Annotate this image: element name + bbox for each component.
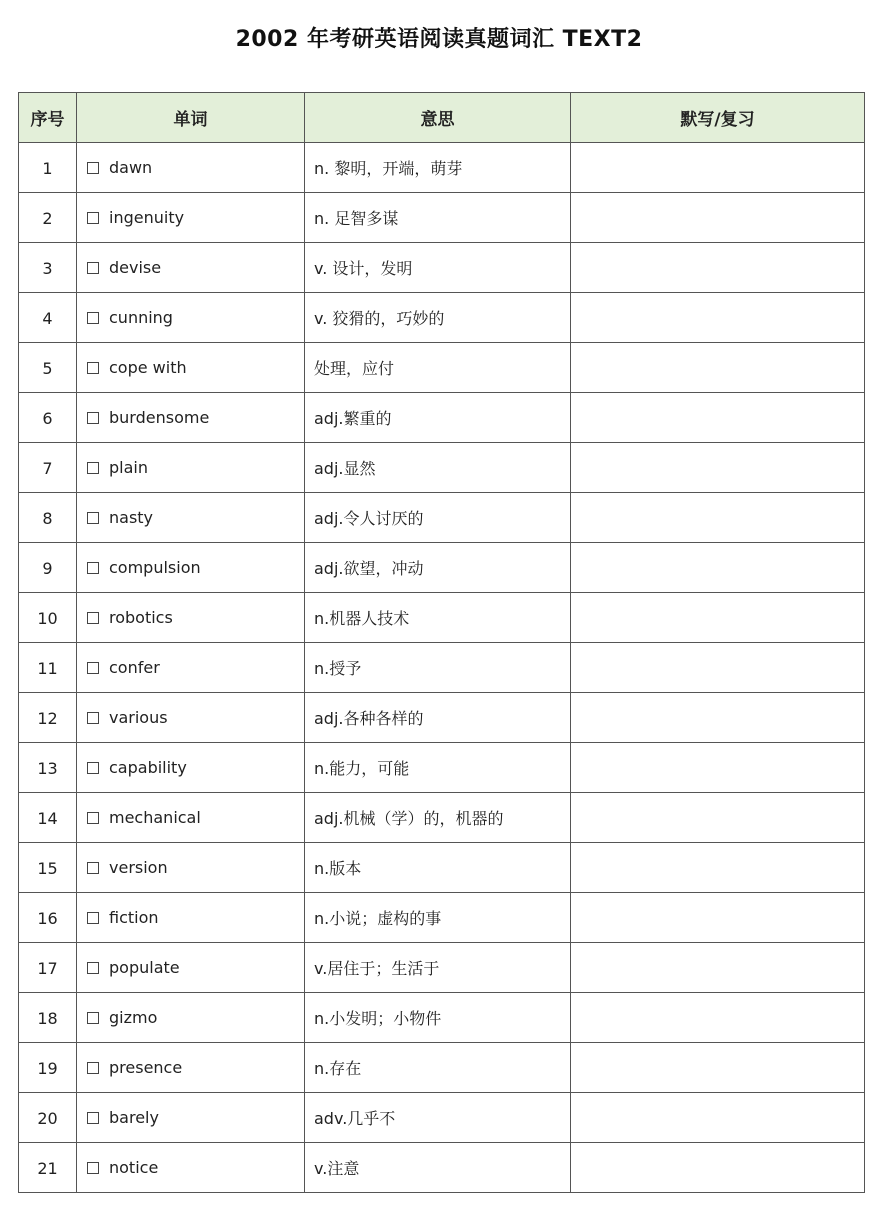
meaning-cell: adj.令人讨厌的 [305, 493, 571, 543]
checkbox-icon[interactable] [87, 262, 99, 274]
review-cell[interactable] [571, 493, 865, 543]
checkbox-icon[interactable] [87, 312, 99, 324]
checkbox-icon[interactable] [87, 412, 99, 424]
review-cell[interactable] [571, 843, 865, 893]
table-row [19, 693, 865, 743]
word-text: notice [109, 1158, 159, 1177]
word-cell [77, 743, 305, 793]
table-row [19, 143, 865, 193]
word-cell [77, 493, 305, 543]
meaning-cell: n.版本 [305, 843, 571, 893]
table-row [19, 793, 865, 843]
review-cell[interactable] [571, 1093, 865, 1143]
checkbox-icon[interactable] [87, 562, 99, 574]
row-number: 11 [19, 643, 77, 693]
header-word: 单词 [77, 93, 305, 143]
checkbox-icon[interactable] [87, 462, 99, 474]
word-text: devise [109, 258, 162, 277]
meaning-cell: adv.几乎不 [305, 1093, 571, 1143]
review-cell[interactable] [571, 793, 865, 843]
checkbox-icon[interactable] [87, 1112, 99, 1124]
meaning-cell: n.存在 [305, 1043, 571, 1093]
header-num: 序号 [19, 93, 77, 143]
word-cell [77, 993, 305, 1043]
table-row [19, 443, 865, 493]
review-cell[interactable] [571, 193, 865, 243]
word-cell [77, 443, 305, 493]
word-text: compulsion [109, 558, 201, 577]
row-number: 15 [19, 843, 77, 893]
checkbox-icon[interactable] [87, 1012, 99, 1024]
review-cell[interactable] [571, 543, 865, 593]
checkbox-icon[interactable] [87, 362, 99, 374]
row-number: 13 [19, 743, 77, 793]
row-number: 18 [19, 993, 77, 1043]
meaning-cell: n. 足智多谋 [305, 193, 571, 243]
review-cell[interactable] [571, 293, 865, 343]
checkbox-icon[interactable] [87, 762, 99, 774]
word-cell [77, 1143, 305, 1193]
meaning-cell: n.能力，可能 [305, 743, 571, 793]
word-cell [77, 343, 305, 393]
word-text: plain [109, 458, 148, 477]
checkbox-icon[interactable] [87, 962, 99, 974]
table-row [19, 1093, 865, 1143]
word-cell [77, 893, 305, 943]
word-cell [77, 193, 305, 243]
meaning-cell: adj.繁重的 [305, 393, 571, 443]
meaning-cell: n.小说；虚构的事 [305, 893, 571, 943]
table-row [19, 843, 865, 893]
table-row [19, 293, 865, 343]
word-text: fiction [109, 908, 159, 927]
review-cell[interactable] [571, 443, 865, 493]
row-number: 16 [19, 893, 77, 943]
row-number: 3 [19, 243, 77, 293]
table-row [19, 393, 865, 443]
row-number: 10 [19, 593, 77, 643]
table-row [19, 593, 865, 643]
table-row [19, 943, 865, 993]
row-number: 2 [19, 193, 77, 243]
word-text: version [109, 858, 168, 877]
word-cell [77, 243, 305, 293]
review-cell[interactable] [571, 593, 865, 643]
word-text: cunning [109, 308, 173, 327]
row-number: 7 [19, 443, 77, 493]
meaning-cell: n. 黎明，开端，萌芽 [305, 143, 571, 193]
table-row [19, 1043, 865, 1093]
word-text: burdensome [109, 408, 210, 427]
vocab-table [18, 92, 865, 1193]
review-cell[interactable] [571, 343, 865, 393]
checkbox-icon[interactable] [87, 662, 99, 674]
row-number: 19 [19, 1043, 77, 1093]
row-number: 17 [19, 943, 77, 993]
word-cell [77, 543, 305, 593]
table-header-row [19, 93, 865, 143]
word-text: robotics [109, 608, 173, 627]
word-cell [77, 793, 305, 843]
word-text: ingenuity [109, 208, 185, 227]
meaning-cell: v.居住于；生活于 [305, 943, 571, 993]
word-text: confer [109, 658, 160, 677]
page-title: 2002 年考研英语阅读真题词汇 TEXT2 [235, 27, 643, 52]
table-row [19, 993, 865, 1043]
meaning-cell: n.授予 [305, 643, 571, 693]
table-row [19, 493, 865, 543]
review-cell[interactable] [571, 1143, 865, 1193]
header-meaning: 意思 [305, 93, 571, 143]
checkbox-icon[interactable] [87, 1162, 99, 1174]
checkbox-icon[interactable] [87, 862, 99, 874]
table-row [19, 893, 865, 943]
table-row [19, 543, 865, 593]
row-number: 9 [19, 543, 77, 593]
review-cell[interactable] [571, 143, 865, 193]
review-cell[interactable] [571, 1043, 865, 1093]
checkbox-icon[interactable] [87, 212, 99, 224]
meaning-cell: v.注意 [305, 1143, 571, 1193]
meaning-cell: adj.机械（学）的，机器的 [305, 793, 571, 843]
checkbox-icon[interactable] [87, 712, 99, 724]
word-text: barely [109, 1108, 159, 1127]
review-cell[interactable] [571, 393, 865, 443]
review-cell[interactable] [571, 243, 865, 293]
row-number: 6 [19, 393, 77, 443]
table-row [19, 743, 865, 793]
word-text: cope with [109, 358, 187, 377]
table-row [19, 193, 865, 243]
word-cell [77, 943, 305, 993]
word-cell [77, 1043, 305, 1093]
meaning-cell: adj.欲望，冲动 [305, 543, 571, 593]
word-cell [77, 843, 305, 893]
table-body [19, 143, 865, 1193]
row-number: 20 [19, 1093, 77, 1143]
checkbox-icon[interactable] [87, 512, 99, 524]
word-cell [77, 293, 305, 343]
meaning-cell: v. 设计，发明 [305, 243, 571, 293]
review-cell[interactable] [571, 893, 865, 943]
meaning-cell: adj.各种各样的 [305, 693, 571, 743]
row-number: 8 [19, 493, 77, 543]
word-cell [77, 143, 305, 193]
checkbox-icon[interactable] [87, 612, 99, 624]
review-cell[interactable] [571, 643, 865, 693]
table-row [19, 343, 865, 393]
word-cell [77, 643, 305, 693]
meaning-cell: n.机器人技术 [305, 593, 571, 643]
review-cell[interactable] [571, 943, 865, 993]
word-text: populate [109, 958, 180, 977]
row-number: 5 [19, 343, 77, 393]
table-row [19, 1143, 865, 1193]
table-row [19, 243, 865, 293]
checkbox-icon[interactable] [87, 1062, 99, 1074]
checkbox-icon[interactable] [87, 162, 99, 174]
word-cell [77, 393, 305, 443]
checkbox-icon[interactable] [87, 812, 99, 824]
review-cell[interactable] [571, 693, 865, 743]
meaning-cell: v. 狡猾的，巧妙的 [305, 293, 571, 343]
meaning-cell: n.小发明；小物件 [305, 993, 571, 1043]
header-review: 默写/复习 [571, 93, 865, 143]
row-number: 4 [19, 293, 77, 343]
row-number: 21 [19, 1143, 77, 1193]
row-number: 1 [19, 143, 77, 193]
word-text: nasty [109, 508, 154, 527]
review-cell[interactable] [571, 993, 865, 1043]
word-text: capability [109, 758, 187, 777]
word-text: various [109, 708, 168, 727]
word-cell [77, 1093, 305, 1143]
meaning-cell: 处理，应付 [305, 343, 571, 393]
table-row [19, 643, 865, 693]
word-text: mechanical [109, 808, 201, 827]
checkbox-icon[interactable] [87, 912, 99, 924]
word-text: dawn [109, 158, 153, 177]
word-text: presence [109, 1058, 183, 1077]
meaning-cell: adj.显然 [305, 443, 571, 493]
row-number: 12 [19, 693, 77, 743]
review-cell[interactable] [571, 743, 865, 793]
word-cell [77, 593, 305, 643]
word-text: gizmo [109, 1008, 158, 1027]
word-cell [77, 693, 305, 743]
row-number: 14 [19, 793, 77, 843]
